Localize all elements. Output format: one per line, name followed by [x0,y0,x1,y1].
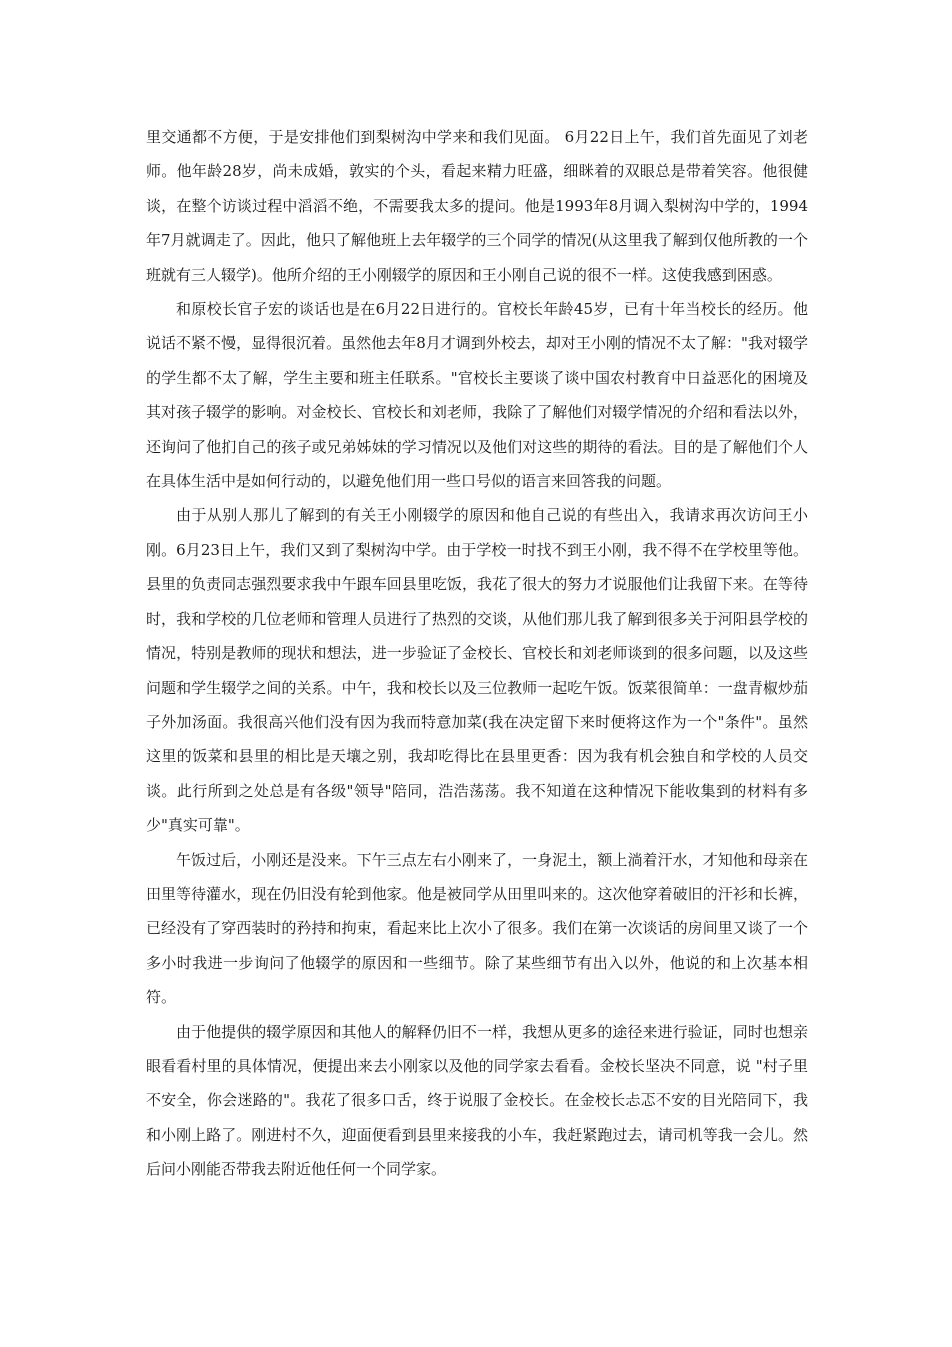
paragraph-1: 里交通都不方便，于是安排他们到梨树沟中学来和我们见面。 6月22日上午，我们首先面见了刘老师。他年龄28岁，尚未成婚，敦实的个头，看起来精力旺盛，细眯着的双眼总是带着笑容。他很健谈，在整个访谈过程中滔滔不绝，不需要我太多的提问。他是1993年8月调入梨树沟中学的，1994年7月就调走了。因此，他只了解他班上去年辍学的三个同学的情况(从这里我了解到仅他所教的一个班就有三人辍学)。他所介绍的王小刚辍学的原因和王小刚自己说的很不一样。这使我感到困惑。 [146,128,808,284]
paragraph-3: 由于从别人那儿了解到的有关王小刚辍学的原因和他自己说的有些出入，我请求再次访问王小刚。6月23日上午，我们又到了梨树沟中学。由于学校一时找不到王小刚，我不得不在学校里等他。县里的负责同志强烈要求我中午跟车回县里吃饭，我花了很大的努力才说服他们让我留下来。在等待时，我和学校的几位老师和管理人员进行了热烈的交谈，从他们那儿我了解到很多关于河阳县学校的情况，特别是教师的现状和想法，进一步验证了金校长、官校长和刘老师谈到的很多问题，以及这些问题和学生辍学之间的关系。中午，我和校长以及三位教师一起吃午饭。饭菜很简单：一盘青椒炒茄子外加汤面。我很高兴他们没有因为我而特意加菜(我在决定留下来时便将这作为一个"条件"。虽然这里的饭菜和县里的相比是天壤之别，我却吃得比在县里更香：因为我有机会独自和学校的人员交谈。此行所到之处总是有各级"领导"陪同，浩浩荡荡。我不知道在这种情况下能收集到的材料有多少"真实可靠"。 [146,506,808,835]
document-body [146,120,808,1187]
paragraph-5: 由于他提供的辍学原因和其他人的解释仍旧不一样，我想从更多的途径来进行验证，同时也想亲眼看看村里的具体情况，便提出来去小刚家以及他的同学家去看看。金校长坚决不同意，说 "村子里不安全，你会迷路的"。我花了很多口舌，终于说服了金校长。在金校长忐忑不安的目光陪同下，我和小刚上路了。刚进村不久，迎面便看到县里来接我的小车，我赶紧跑过去，请司机等我一会儿。然后问小刚能否带我去附近他任何一个同学家。 [146,1022,808,1179]
paragraph-2: 和原校长官子宏的谈话也是在6月22日进行的。官校长年龄45岁，已有十年当校长的经历。他说话不紧不慢，显得很沉着。虽然他去年8月才调到外校去，却对王小刚的情况不太了解："我对辍学的学生都不太了解，学生主要和班主任联系。"官校长主要谈了谈中国农村教育中日益恶化的困境及其对孩子辍学的影响。对金校长、官校长和刘老师，我除了了解他们对辍学情况的介绍和看法以外，还询问了他扪自己的孩子或兄弟姊妹的学习情况以及他们对这些的期待的看法。目的是了解他们个人在具体生活中是如何行动的，以避免他们用一些口号似的语言来回答我的问题。 [146,300,808,491]
paragraph-4: 午饭过后，小刚还是没来。下午三点左右小刚来了，一身泥土，额上淌着汗水，才知他和母亲在田里等待灌水，现在仍旧没有轮到他家。他是被同学从田里叫来的。这次他穿着破旧的汗衫和长裤，已经没有了穿西装时的矜持和拘束，看起来比上次小了很多。我们在第一次谈话的房间里又谈了一个多小时我进一步询问了他辍学的原因和一些细节。除了某些细节有出入以外，他说的和上次基本相符。 [146,850,808,1007]
